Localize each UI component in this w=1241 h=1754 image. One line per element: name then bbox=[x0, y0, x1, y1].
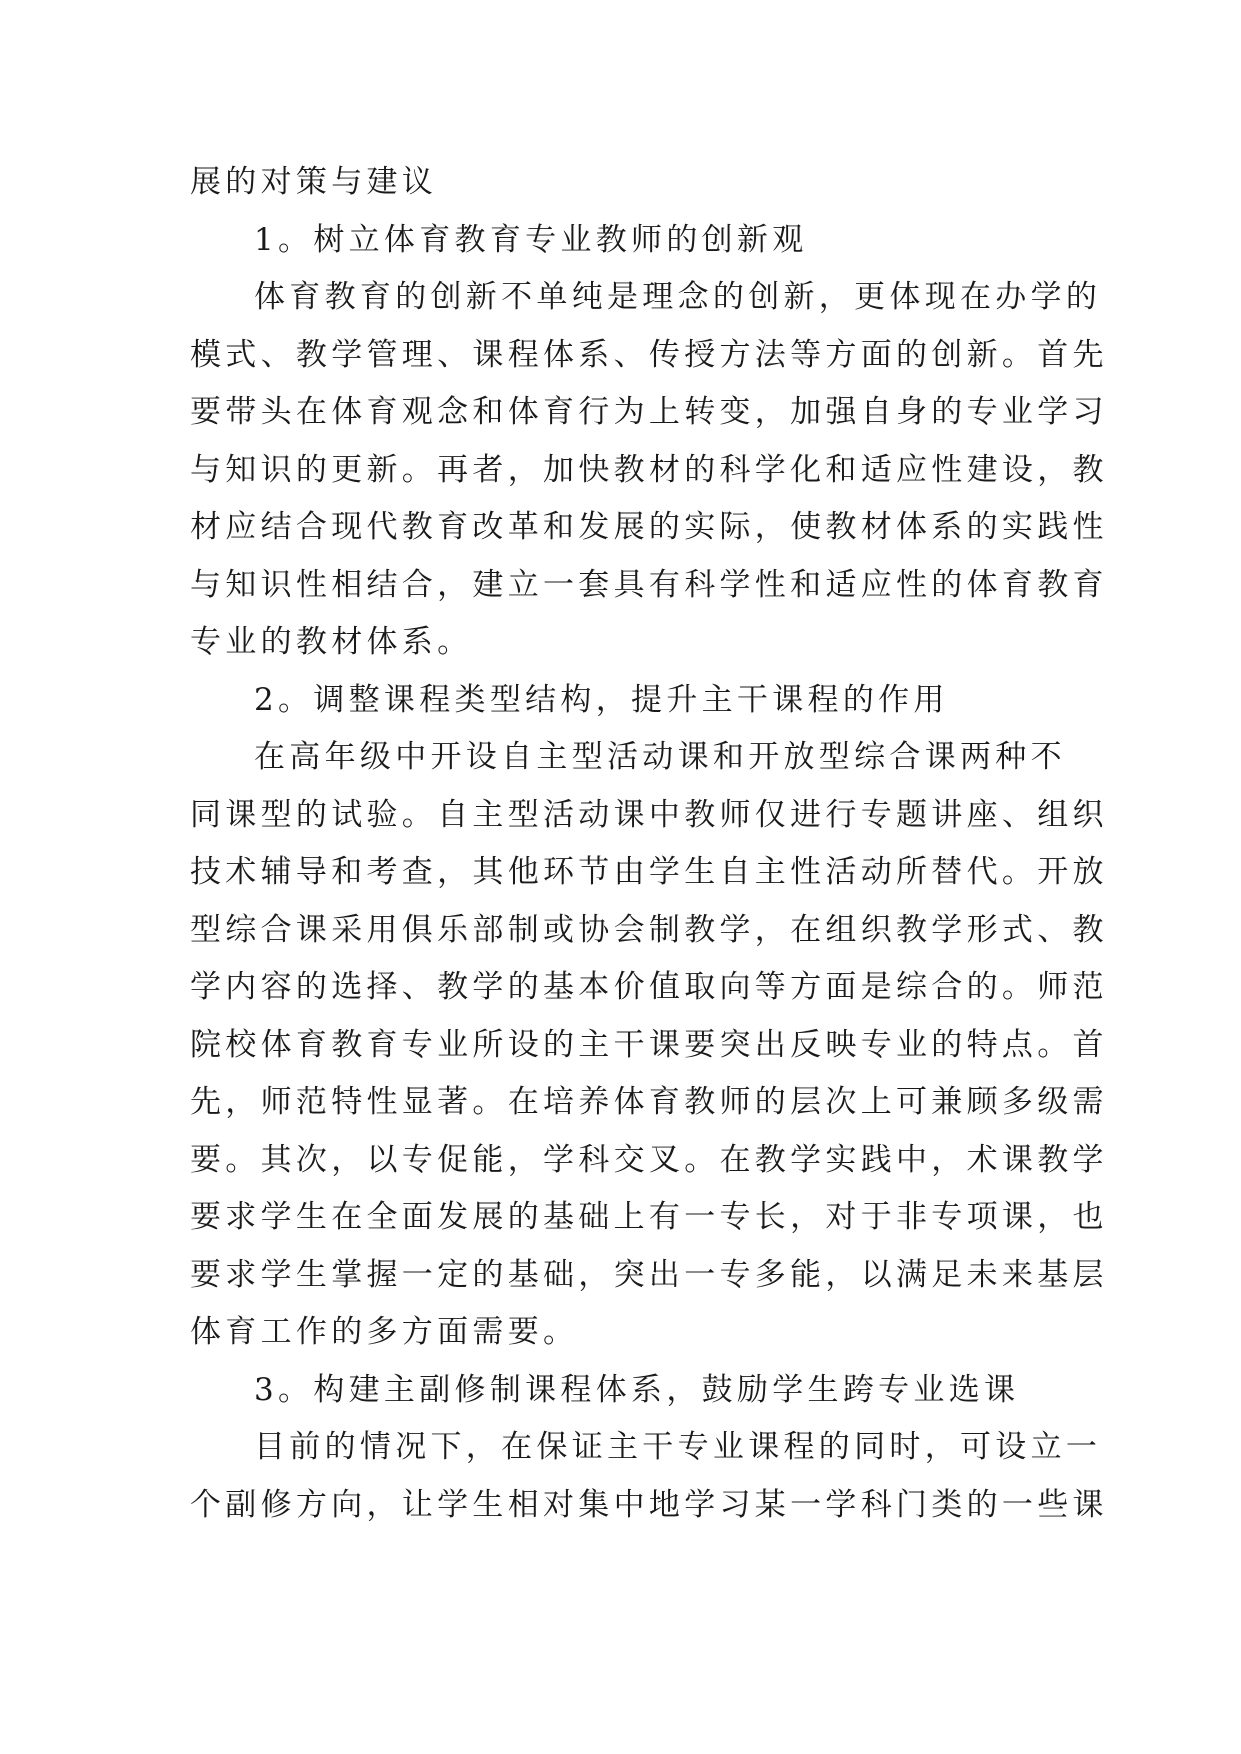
text-line: 模式、教学管理、课程体系、传授方法等方面的创新。首先 bbox=[190, 336, 1108, 373]
text-line: 技术辅导和考查，其他环节由学生自主性活动所替代。开放 bbox=[190, 854, 1108, 890]
document-page bbox=[190, 154, 1108, 1534]
text-line: 与知识性相结合，建立一套具有科学性和适应性的体育教育 bbox=[190, 566, 1108, 603]
text-line: 目前的情况下，在保证主干专业课程的同时，可设立一 bbox=[254, 1429, 1102, 1465]
text-line: 同课型的试验。自主型活动课中教师仅进行专题讲座、组织 bbox=[190, 796, 1108, 833]
text-line: 院校体育教育专业所设的主干课要突出反映专业的特点。首 bbox=[190, 1026, 1108, 1063]
text-line: 要。其次，以专促能，学科交叉。在教学实践中，术课教学 bbox=[190, 1141, 1108, 1178]
text-line: 要求学生在全面发展的基础上有一专长，对于非专项课，也 bbox=[190, 1199, 1108, 1235]
text-line: 体育工作的多方面需要。 bbox=[190, 1314, 579, 1350]
text-line: 型综合课采用俱乐部制或协会制教学，在组织教学形式、教 bbox=[190, 911, 1108, 948]
text-line: 材应结合现代教育改革和发展的实际，使教材体系的实践性 bbox=[190, 509, 1108, 545]
section-heading: 2。调整课程类型结构，提升主干课程的作用 bbox=[254, 681, 949, 718]
text-line: 在高年级中开设自主型活动课和开放型综合课两种不 bbox=[254, 739, 1066, 775]
section-heading: 3。构建主副修制课程体系，鼓励学生跨专业选课 bbox=[254, 1371, 1020, 1408]
text-line: 个副修方向，让学生相对集中地学习某一学科门类的一些课 bbox=[190, 1486, 1108, 1523]
text-line: 先，师范特性显著。在培养体育教师的层次上可兼顾多级需 bbox=[190, 1084, 1108, 1120]
text-line: 学内容的选择、教学的基本价值取向等方面是综合的。师范 bbox=[190, 969, 1108, 1005]
text-line: 要求学生掌握一定的基础，突出一专多能，以满足未来基层 bbox=[190, 1256, 1108, 1293]
text-line: 展的对策与建议 bbox=[190, 164, 438, 200]
text-line: 专业的教材体系。 bbox=[190, 624, 473, 660]
text-line: 与知识的更新。再者，加快教材的科学化和适应性建设，教 bbox=[190, 451, 1108, 488]
section-heading: 1。树立体育教育专业教师的创新观 bbox=[254, 221, 808, 258]
text-line: 体育教育的创新不单纯是理念的创新，更体现在办学的 bbox=[254, 279, 1102, 315]
text-line: 要带头在体育观念和体育行为上转变，加强自身的专业学习 bbox=[190, 394, 1108, 430]
